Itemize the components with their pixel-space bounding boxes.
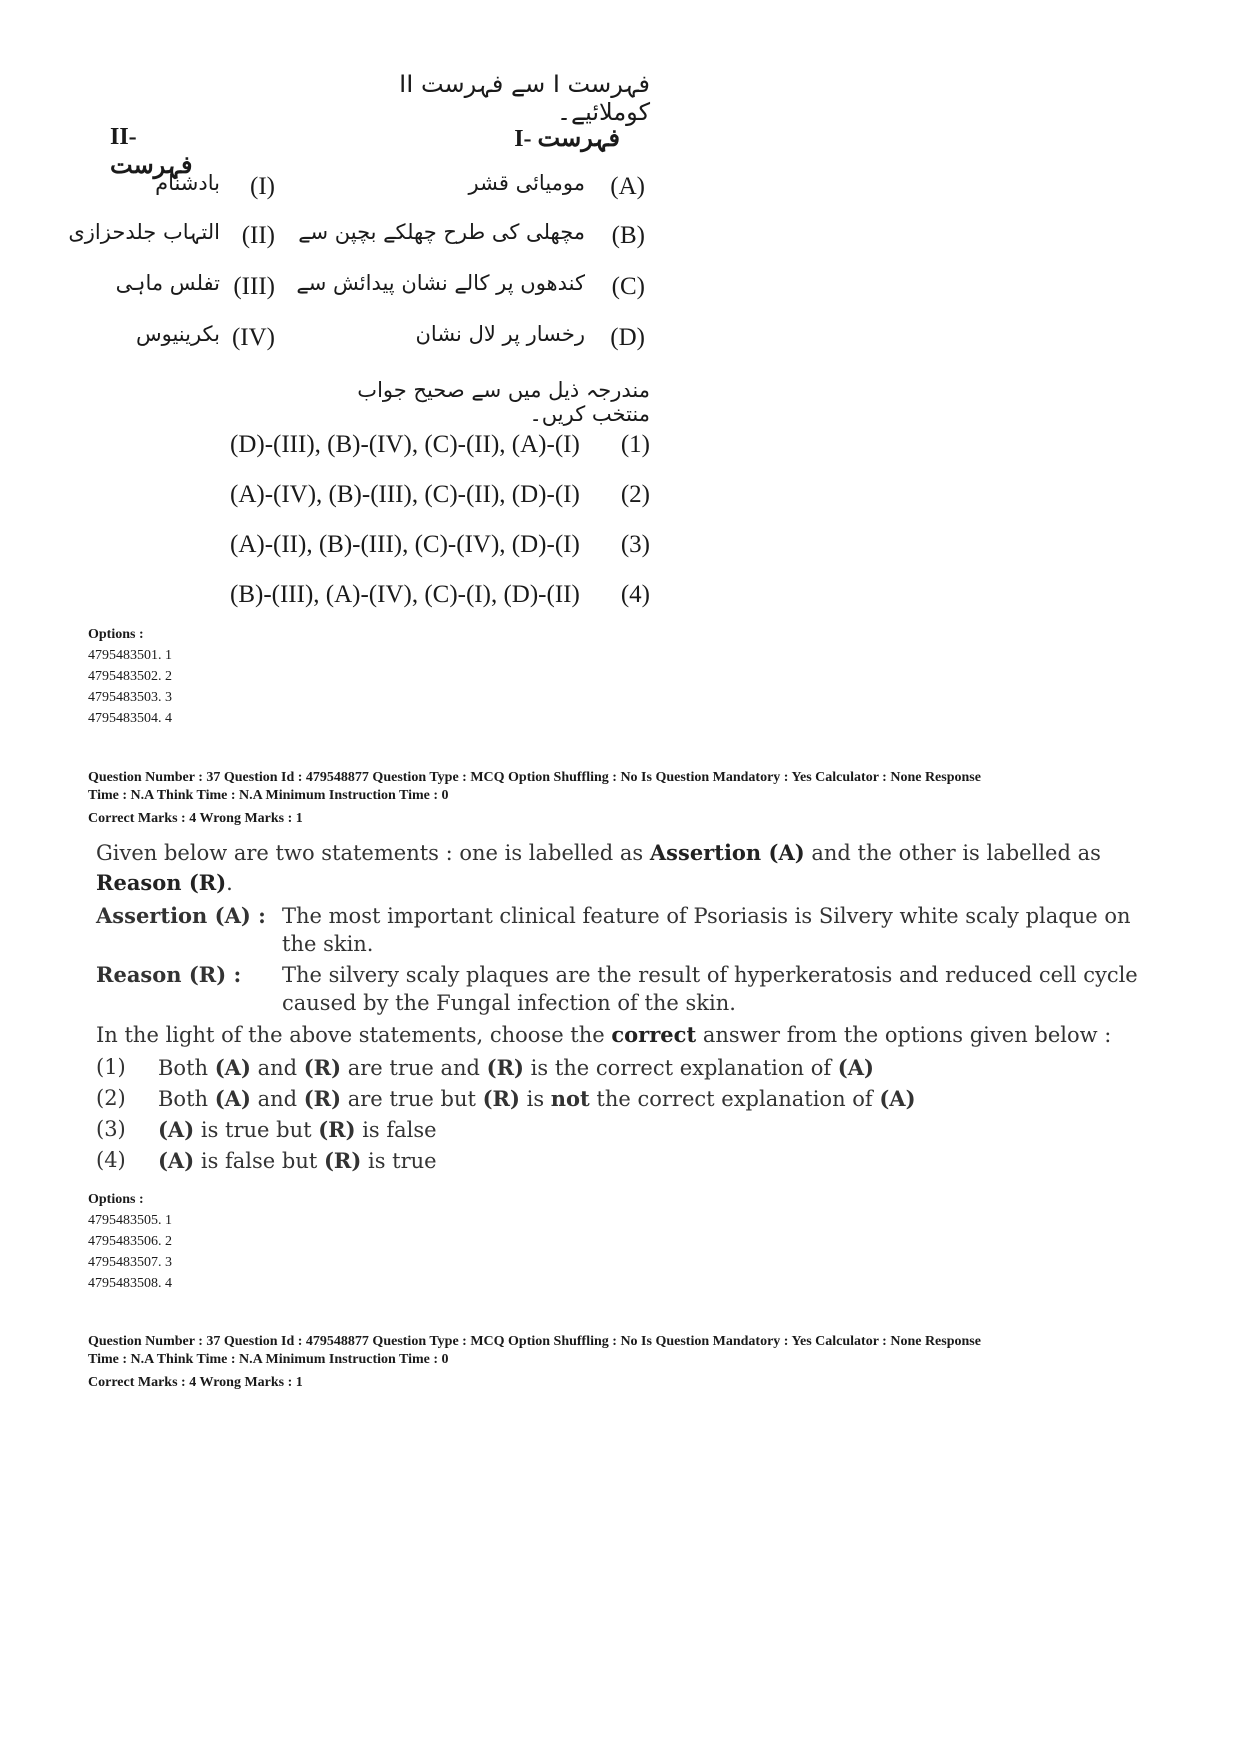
options-block	[88, 624, 172, 729]
list-2-item-label: (I)	[250, 173, 275, 200]
list-1-item-label: (D)	[610, 324, 645, 351]
answer-choice-text: (B)-(III), (A)-(IV), (C)-(I), (D)-(II)	[230, 581, 580, 608]
answer-option-number: (4)	[96, 1148, 126, 1172]
question-meta-line: Time : N.A Think Time : N.A Minimum Instruction Time : 0	[88, 1352, 449, 1367]
list-1-header: I- فہرست	[514, 126, 620, 152]
intro-text: .	[226, 871, 233, 895]
answer-choice	[230, 475, 650, 515]
option-id: 4795483501. 1	[88, 648, 172, 663]
answer-option	[96, 1052, 1146, 1083]
answer-choice	[230, 525, 650, 565]
assertion-label: Assertion (A) :	[96, 903, 266, 928]
answer-option-text: (A) is false but (R) is true	[158, 1148, 437, 1173]
answer-option	[96, 1145, 1146, 1176]
answer-option-text: (A) is true but (R) is false	[158, 1117, 437, 1142]
answer-option-text: Both (A) and (R) are true and (R) is the correct explanation of (A)	[158, 1055, 874, 1080]
answer-option-number: (3)	[96, 1117, 126, 1141]
answer-option	[96, 1114, 1146, 1145]
list-2-item-label: (IV)	[231, 324, 275, 351]
list-1-item-text: رخسار پر لال نشان	[415, 322, 585, 346]
answer-choice-number: (2)	[620, 481, 650, 508]
list-1-item-label: (A)	[610, 173, 645, 200]
prompt-text: In the light of the above statements, choose the	[96, 1023, 612, 1047]
answer-option-number: (2)	[96, 1086, 126, 1110]
list-2-item-label: (III)	[233, 273, 275, 300]
assertion-text: The most important clinical feature of Psoriasis is Silvery white scaly plaque on the skin.	[282, 904, 1131, 956]
question-meta-line: Time : N.A Think Time : N.A Minimum Instruction Time : 0	[88, 788, 449, 803]
option-id: 4795483508. 4	[88, 1276, 172, 1291]
list-1-item-text: مومیائی قشر	[468, 171, 585, 195]
list-1-item-label: (C)	[611, 273, 645, 300]
list-1-item-text: کندھوں پر کالے نشان پیدائش سے	[296, 271, 585, 295]
question-meta-line: Question Number : 37 Question Id : 479548877 Question Type : MCQ Option Shuffling : No Is Question Mandatory : Yes Calculator : None Response	[88, 1334, 981, 1349]
question-meta	[88, 1333, 1168, 1369]
option-id: 4795483507. 3	[88, 1255, 172, 1270]
list-1-item-text: مچھلی کی طرح چھلکے بچپن سے	[298, 220, 585, 244]
answer-choice-text: (D)-(III), (B)-(IV), (C)-(II), (A)-(I)	[230, 431, 580, 458]
options-heading: Options :	[88, 627, 144, 642]
answer-choice-number: (3)	[620, 531, 650, 558]
answer-choice-text: (A)-(IV), (B)-(III), (C)-(II), (D)-(I)	[230, 481, 580, 508]
question-meta	[88, 769, 1168, 805]
reason-text: The silvery scaly plaques are the result of hyperkeratosis and reduced cell cycle caused by the Fungal infection of the skin.	[282, 963, 1138, 1015]
list-2-item-text: بکرینیوس	[135, 322, 220, 346]
options-block	[88, 1189, 172, 1294]
question-meta-line: Question Number : 37 Question Id : 479548877 Question Type : MCQ Option Shuffling : No Is Question Mandatory : Yes Calculator : None Response	[88, 770, 981, 785]
urdu-question-title: فہرست I سے فہرست II کوملائیے۔	[399, 70, 650, 126]
answer-choice-number: (4)	[620, 581, 650, 608]
option-id: 4795483506. 2	[88, 1234, 172, 1249]
urdu-instruction: مندرجہ ذیل میں سے صحیح جواب منتخب کریں۔	[357, 378, 650, 426]
reason-label: Reason (R) :	[96, 962, 242, 987]
answer-choice-text: (A)-(II), (B)-(III), (C)-(IV), (D)-(I)	[230, 531, 580, 558]
question-marks: Correct Marks : 4 Wrong Marks : 1	[88, 811, 303, 826]
options-heading: Options :	[88, 1192, 144, 1207]
question-prompt	[96, 1020, 1146, 1050]
option-id: 4795483502. 2	[88, 669, 172, 684]
question-marks: Correct Marks : 4 Wrong Marks : 1	[88, 1375, 303, 1390]
question-intro	[96, 838, 1146, 898]
answer-choice	[230, 425, 650, 465]
answer-choice-number: (1)	[620, 431, 650, 458]
list-2-item-text: التہاب جلدحزازی	[68, 220, 220, 244]
option-id: 4795483503. 3	[88, 690, 172, 705]
answer-option	[96, 1083, 1146, 1114]
list-2-item-text: تفلس ماہی	[115, 271, 220, 295]
list-1-item-label: (B)	[611, 222, 645, 249]
intro-bold: Assertion (A)	[649, 840, 805, 865]
answer-option-number: (1)	[96, 1055, 126, 1079]
intro-bold: Reason (R)	[96, 870, 227, 895]
list-2-header: II- فہرست	[110, 124, 193, 179]
prompt-text: answer from the options given below :	[696, 1023, 1112, 1047]
list-2-item-text: بادشنام	[155, 171, 220, 195]
answer-choice	[230, 575, 650, 615]
list-2-item-label: (II)	[241, 222, 275, 249]
prompt-bold: correct	[611, 1022, 697, 1047]
intro-text: Given below are two statements : one is labelled as	[96, 841, 650, 865]
answer-option-text: Both (A) and (R) are true but (R) is not the correct explanation of (A)	[158, 1086, 916, 1111]
intro-text: and the other is labelled as	[804, 841, 1101, 865]
option-id: 4795483505. 1	[88, 1213, 172, 1228]
option-id: 4795483504. 4	[88, 711, 172, 726]
